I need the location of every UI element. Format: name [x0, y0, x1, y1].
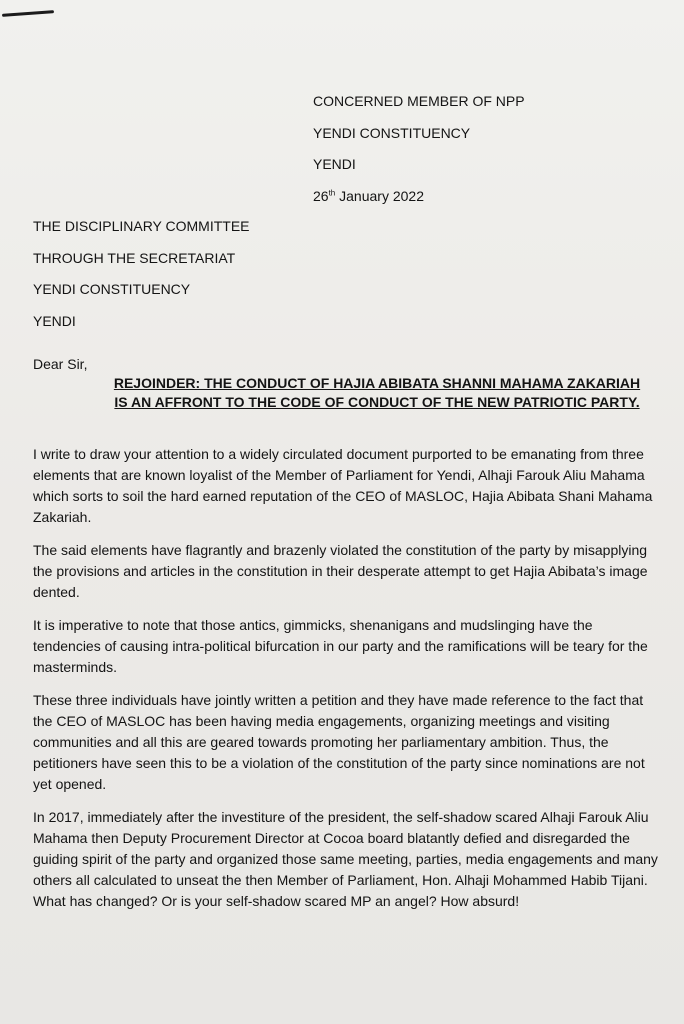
body-paragraph: The said elements have flagrantly and brazenly violated the constitution of the party by misapplying the provisions and articles in the constitution in their desperate attempt to get Hajia Abibata’s image dented. [33, 542, 648, 600]
date-suffix: th [328, 187, 336, 197]
recipient-line: YENDI [33, 312, 76, 329]
body-paragraph: These three individuals have jointly written a petition and they have made reference to the fact that the CEO of MASLOC has been having media engagements, organizing meetings and visiting communities and all this are geared towards promoting her parliamentary ambition. Thus, the petitioners have seen this to be a violation of the constitution of the party since nominations are not yet opened. [33, 692, 645, 792]
sender-block [313, 86, 525, 212]
sender-org: CONCERNED MEMBER OF NPP [313, 93, 525, 109]
recipient-line: THE DISCIPLINARY COMMITTEE [33, 218, 250, 234]
recipient-line: YENDI CONSTITUENCY [33, 281, 191, 297]
letter-date [313, 181, 525, 213]
recipient-block [33, 211, 250, 337]
salutation: Dear Sir, [33, 356, 88, 372]
recipient-line: THROUGH THE SECRETARIAT [33, 249, 236, 266]
date-day: 26 [313, 187, 329, 204]
letter-body [33, 444, 661, 924]
sender-constituency: YENDI CONSTITUENCY [313, 124, 471, 141]
body-paragraph: In 2017, immediately after the investiture of the president, the self-shadow scared Alhaji Farouk Aliu Mahama then Deputy Procurement Director at Cocoa board blatantly defied and disregarded the guiding spirit of the party and organized those same meeting, parties, media engagements and many others all calculated to unseat the then Member of Parliament, Hon. Alhaji Mohammed Habib Tijani. What has changed? Or is your self-shadow scared MP an angel? How absurd! [33, 809, 658, 909]
date-rest: January 2022 [335, 187, 424, 204]
body-paragraph: It is imperative to note that those antics, gimmicks, shenanigans and mudslinging have the tendencies of causing intra-political bifurcation in our party and the ramifications will be teary for the masterminds. [33, 617, 648, 675]
pen-mark [2, 10, 54, 17]
body-paragraph: I write to draw your attention to a widely circulated document purported to be emanating from three elements that are known loyalist of the Member of Parliament for Yendi, Alhaji Farouk Aliu Mahama which sorts to soil the hard earned reputation of the CEO of MASLOC, Hajia Abibata Shani Mahama Zakariah. [33, 446, 653, 525]
sender-town: YENDI [313, 156, 356, 172]
subject-heading: REJOINDER: THE CONDUCT OF HAJIA ABIBATA SHANNI MAHAMA ZAKARIAH IS AN AFFRONT TO THE CODE OF CONDUCT OF THE NEW PATRIOTIC PARTY. [113, 375, 641, 410]
